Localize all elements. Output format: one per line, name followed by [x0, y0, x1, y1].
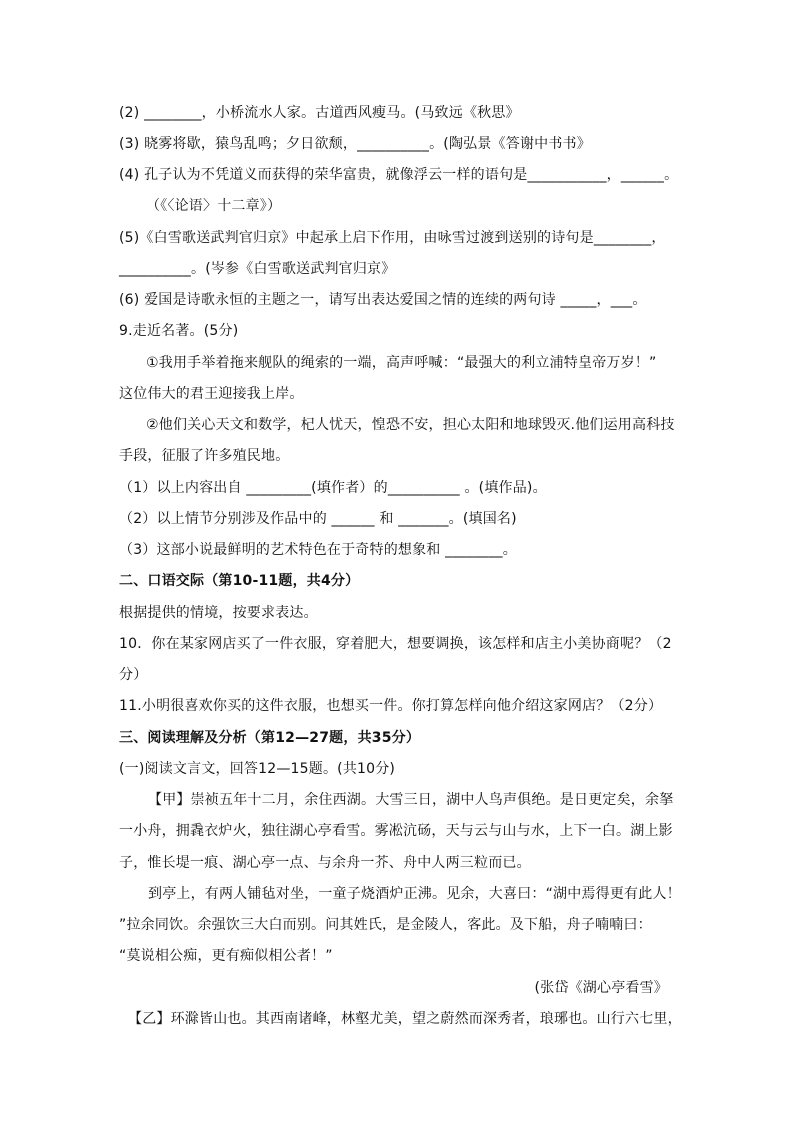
text-line: （3）这部小说最鲜明的艺术特色在于奇特的想象和 ________。: [119, 542, 517, 558]
question-heading: 9.走近名著。(5分): [119, 323, 239, 339]
text-line: 【乙】环滁皆山也。其西南诸峰，林壑尤美，望之蔚然而深秀者，琅琊也。山行六七里，: [128, 1011, 682, 1027]
text-line: 这位伟大的君王迎接我上岸。: [119, 386, 304, 402]
text-line: 分）: [119, 667, 148, 683]
text-line: ②他们关心天文和数学，杞人忧天，惶恐不安，担心太阳和地球毁灭.他们运用高科技: [146, 417, 675, 433]
text-line: ①我用手举着拖来舰队的绳索的一端，高声呼喊：“最强大的利立浦特皇帝万岁！”: [146, 355, 657, 371]
text-line: 【甲】崇祯五年十二月，余住西湖。大雪三日，湖中人鸟声俱绝。是日更定矣，余拏: [148, 792, 674, 808]
text-line: 10．你在某家网店买了一件衣服，穿着肥大，想要调换，该怎样和店主小美协商呢？（2: [119, 636, 672, 652]
text-line: （1）以上内容出自 _________(填作者）的__________ 。(填作品)。: [119, 480, 547, 496]
text-line: (一)阅读文言文，回答12—15题。(共10分): [119, 761, 396, 777]
text-line: (6) 爱国是诗歌永恒的主题之一，请写出表达爱国之情的连续的两句诗 _____，___。: [119, 292, 647, 308]
text-line: 到亭上，有两人铺毡对坐，一童子烧酒炉正沸。见余，大喜曰：“湖中焉得更有此人！: [148, 886, 681, 902]
section-heading: 三、阅读理解及分析（第12—27题，共35分）: [119, 730, 421, 746]
text-line: “莫说相公痴，更有痴似相公者！”: [119, 948, 333, 964]
text-line: 11.小明很喜欢你买的这件衣服，也想买一件。你打算怎样向他介绍这家网店？（2分）: [119, 698, 663, 714]
text-line: 手段，征服了许多殖民地。: [119, 448, 290, 464]
text-line: (3) 晓雾将歇，猿鸟乱鸣；夕日欲颓，__________。(陶弘景《答谢中书书》: [119, 136, 591, 152]
text-line: （2）以上情节分别涉及作品中的 ______ 和 _______。(填国名): [119, 511, 517, 527]
text-line: 一小舟，拥毳衣炉火，独往湖心亭看雪。雾凇沆砀，天与云与山与水，上下一白。湖上影: [119, 823, 673, 839]
section-heading: 二、口语交际（第10-11题，共4分）: [119, 573, 360, 589]
text-line: __________。(岑参《白雪歌送武判官归京》: [119, 261, 396, 277]
text-line: (2) ________，小桥流水人家。古道西风瘦马。(马致远《秋思》: [119, 105, 520, 121]
text-line: ”拉余同饮。余强饮三大白而别。问其姓氏，是金陵人，客此。及下船，舟子喃喃曰：: [119, 917, 652, 933]
text-line: （《〈论语〉十二章》）: [146, 198, 282, 214]
text-line: 子，惟长堤一痕、湖心亭一点、与余舟一芥、舟中人两三粒而已。: [119, 855, 531, 871]
text-line: (4) 孔子认为不凭道义而获得的荣华富贵，就像浮云一样的语句是___________，______。: [119, 167, 679, 183]
citation: (张岱《湖心亭看雪》: [534, 980, 668, 996]
text-line: (5)《白雪歌送武判官归京》中起承上启下作用，由咏雪过渡到送别的诗句是________，: [119, 230, 666, 246]
text-line: 根据提供的情境，按要求表达。: [119, 605, 318, 621]
